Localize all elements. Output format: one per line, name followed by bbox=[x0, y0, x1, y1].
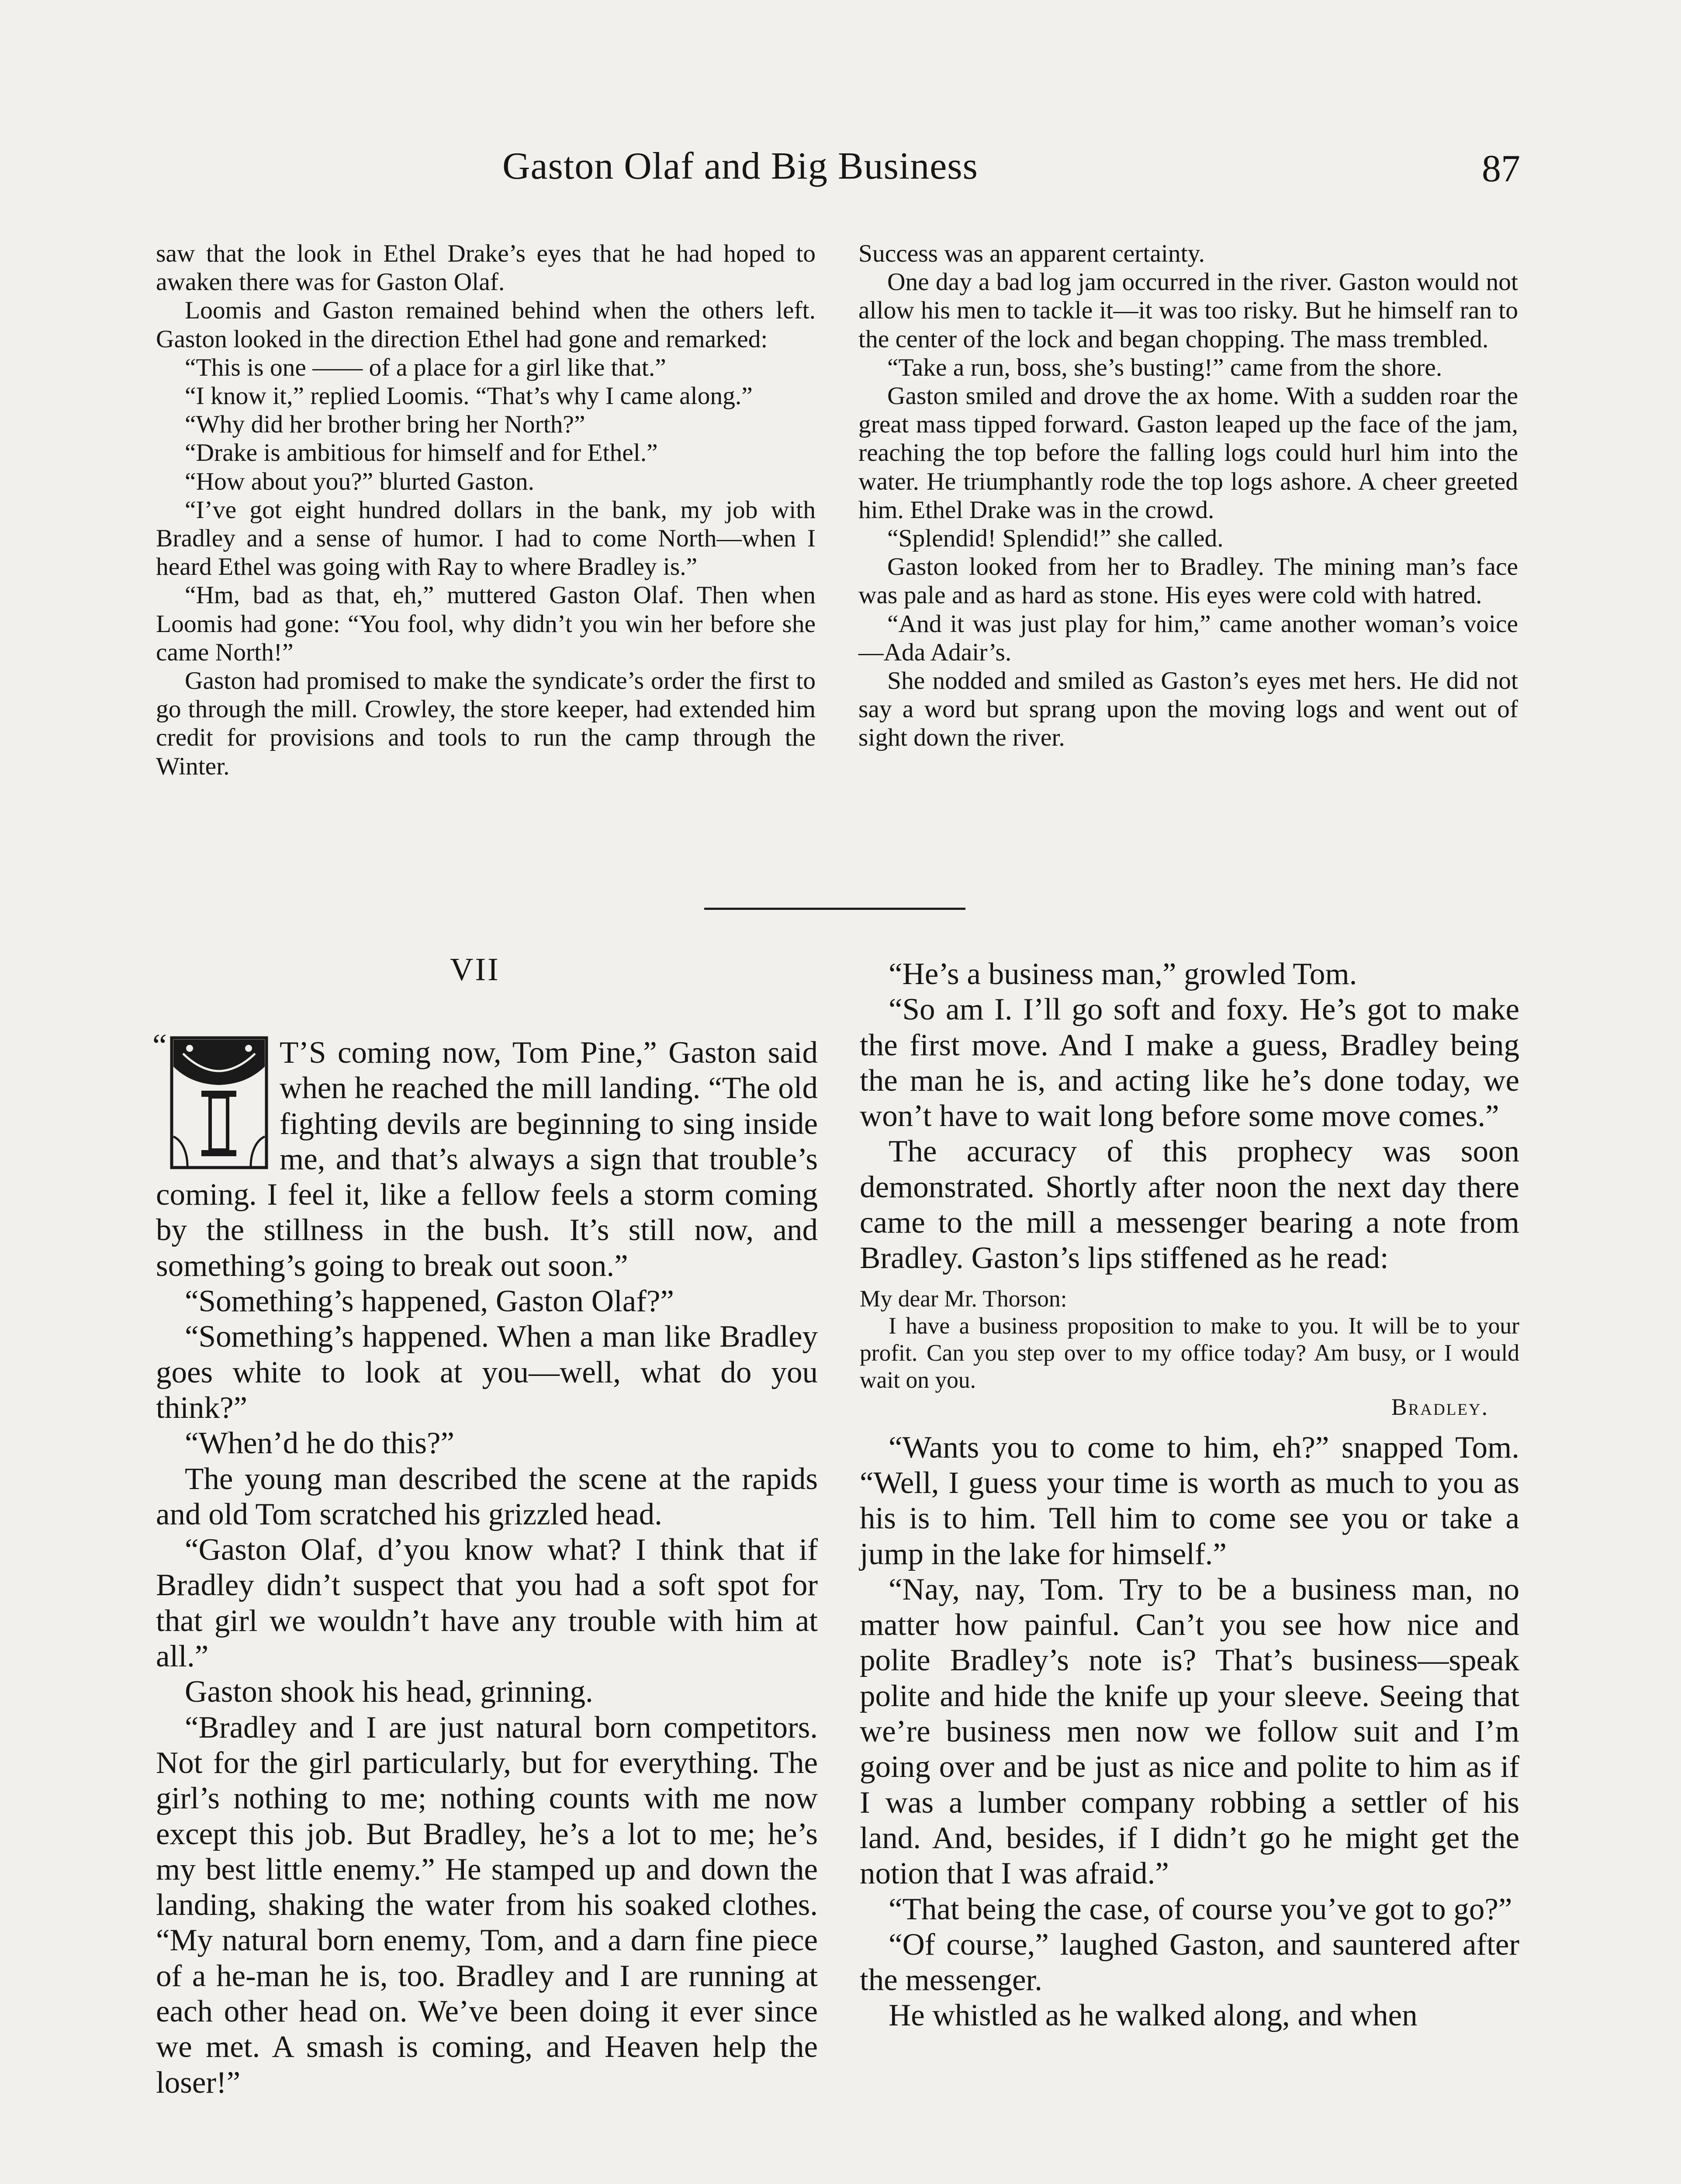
paragraph: The young man described the scene at the rapids and old Tom scratched his grizzled head. bbox=[156, 1462, 818, 1531]
paragraph: Gaston had promised to make the syndicate’s order the first to go through the mill. Crowley, the store keeper, had extended him credit for provisions and tools to run the camp through the Winter. bbox=[156, 667, 816, 780]
paragraph: Success was an apparent certainty. bbox=[858, 240, 1205, 267]
paragraph: “Take a run, boss, she’s busting!” came from the shore. bbox=[887, 353, 1442, 381]
paragraph: “And it was just play for him,” came another woman’s voice—Ada Adair’s. bbox=[858, 610, 1518, 666]
letter-signature: Bradley. bbox=[1391, 1393, 1489, 1420]
paragraph: “Wants you to come to him, eh?” snapped Tom. “Well, I guess your time is worth as much to you as his is to him. Tell him to come see you or take a jump in the lake for himself.” bbox=[860, 1430, 1519, 1571]
paragraph: “Gaston Olaf, d’you know what? I think that if Bradley didn’t suspect that you had a soft spot for that girl we wouldn’t have any trouble with him at all.” bbox=[156, 1533, 818, 1674]
opening-paragraph: T’S coming now, Tom Pine,” Gaston said when he reached the mill landing. “The old fighting devils are beginning to sing inside me, and that’s always a sign that trouble’s coming. I feel it, like a fellow feels a storm coming by the stillness in the bush. It’s still now, and something’s going to break out soon.” bbox=[156, 1036, 818, 1283]
paragraph: “How about you?” blurted Gaston. bbox=[185, 467, 535, 495]
paragraph: One day a bad log jam occurred in the river. Gaston would not allow his men to tackle it—it was too risky. But he himself ran to the center of the lock and began chopping. The mass trembled. bbox=[858, 268, 1518, 353]
paragraph: “Hm, bad as that, eh,” muttered Gaston Olaf. Then when Loomis had gone: “You fool, why didn’t you win her before she came North!” bbox=[156, 581, 816, 666]
paragraph: The accuracy of this prophecy was soon demonstrated. Shortly after noon the next day there came to the mill a messenger bearing a note from Bradley. Gaston’s lips stiffened as he read: bbox=[860, 1134, 1519, 1275]
paragraph: Gaston shook his head, grinning. bbox=[185, 1675, 593, 1709]
paragraph: “Why did her brother bring her North?” bbox=[185, 411, 585, 439]
paragraph: He whistled as he walked along, and when bbox=[889, 1998, 1418, 2033]
letter-salutation: My dear Mr. Thorson: bbox=[860, 1285, 1067, 1312]
paragraph: “I’ve got eight hundred dollars in the bank, my job with Bradley and a sense of humor. I had to come North—when I heard Ethel was going with Ray to where Bradley is.” bbox=[156, 496, 816, 581]
paragraph: “When’d he do this?” bbox=[185, 1426, 455, 1461]
paragraph: Gaston looked from her to Bradley. The mining man’s face was pale and as hard as stone. His eyes were cold with hatred. bbox=[858, 553, 1518, 609]
drop-cap-i-icon bbox=[170, 1036, 268, 1169]
letter-body: I have a business proposition to make to you. It will be to your profit. Can you step over to my office today? Am busy, or I would wait on you. bbox=[860, 1312, 1519, 1393]
top-left-column bbox=[156, 239, 816, 781]
paragraph: “That being the case, of course you’ve got to go?” bbox=[889, 1892, 1512, 1926]
page-number: 87 bbox=[1482, 148, 1520, 190]
section-divider bbox=[704, 908, 965, 910]
paragraph: “Of course,” laughed Gaston, and sauntered after the messenger. bbox=[860, 1927, 1519, 1997]
chapter-heading: VII bbox=[450, 952, 500, 988]
bottom-left-column bbox=[152, 1028, 818, 2101]
paragraph: Loomis and Gaston remained behind when the others left. Gaston looked in the direction Ethel had gone and remarked: bbox=[156, 297, 816, 353]
bottom-right-column bbox=[860, 957, 1519, 2034]
paragraph: “This is one —— of a place for a girl like that.” bbox=[185, 353, 666, 381]
paragraph: “He’s a business man,” growled Tom. bbox=[889, 957, 1357, 991]
paragraph: “Splendid! Splendid!” she called. bbox=[887, 525, 1224, 553]
paragraph: Gaston smiled and drove the ax home. With a sudden roar the great mass tipped forward. Gaston leaped up the face of the jam, reaching the top before the falling logs could hurl him into the water. He triumphantly rode the top logs ashore. A cheer greeted him. Ethel Drake was in the crowd. bbox=[858, 382, 1518, 524]
paragraph: “So am I. I’ll go soft and foxy. He’s got to make the first move. And I make a guess, Bradley being the man he is, and acting like he’s done today, we won’t have to wait long before some move comes.” bbox=[860, 992, 1519, 1133]
paragraph: “Something’s happened. When a man like Bradley goes white to look at you—well, what do you think?” bbox=[156, 1320, 818, 1425]
paragraph: “Drake is ambitious for himself and for Ethel.” bbox=[185, 439, 658, 467]
paragraph: “Something’s happened, Gaston Olaf?” bbox=[185, 1284, 674, 1319]
page-header bbox=[502, 144, 1520, 210]
paragraph: “Bradley and I are just natural born competitors. Not for the girl particularly, but for everything. The girl’s nothing to me; nothing counts with me now except this job. But Bradley, he’s a lot to me; he’s my best little enemy.” He stamped up and down the landing, shaking the water from his soaked clothes. “My natural born enemy, Tom, and a darn fine piece of a he-man he is, too. Bradley and I are running at each other head on. We’ve been doing it ever since we met. A smash is coming, and Heaven help the loser!” bbox=[156, 1710, 818, 2100]
drop-cap bbox=[152, 1028, 267, 1169]
paragraph: “Nay, nay, Tom. Try to be a business man, no matter how painful. Can’t you see how nice and polite Bradley’s note is? That’s business—speak polite and hide the knife up your sleeve. Seeing that we’re business men now we follow suit and I’m going over and be just as nice and polite to him as if I was a lumber company robbing a settler of his land. And, besides, if I didn’t go he might get the notion that I was afraid.” bbox=[860, 1572, 1519, 1891]
paragraph: She nodded and smiled as Gaston’s eyes met hers. He did not say a word but sprang upon the moving logs and went out of sight down the river. bbox=[858, 667, 1518, 752]
top-right-column bbox=[858, 239, 1518, 752]
opening-quote: “ bbox=[152, 1028, 167, 1064]
running-title: Gaston Olaf and Big Business bbox=[502, 145, 978, 187]
bradley-note bbox=[860, 1285, 1519, 1420]
paragraph: “I know it,” replied Loomis. “That’s why I came along.” bbox=[185, 382, 753, 410]
paragraph: saw that the look in Ethel Drake’s eyes that he had hoped to awaken there was for Gaston Olaf. bbox=[156, 240, 816, 296]
